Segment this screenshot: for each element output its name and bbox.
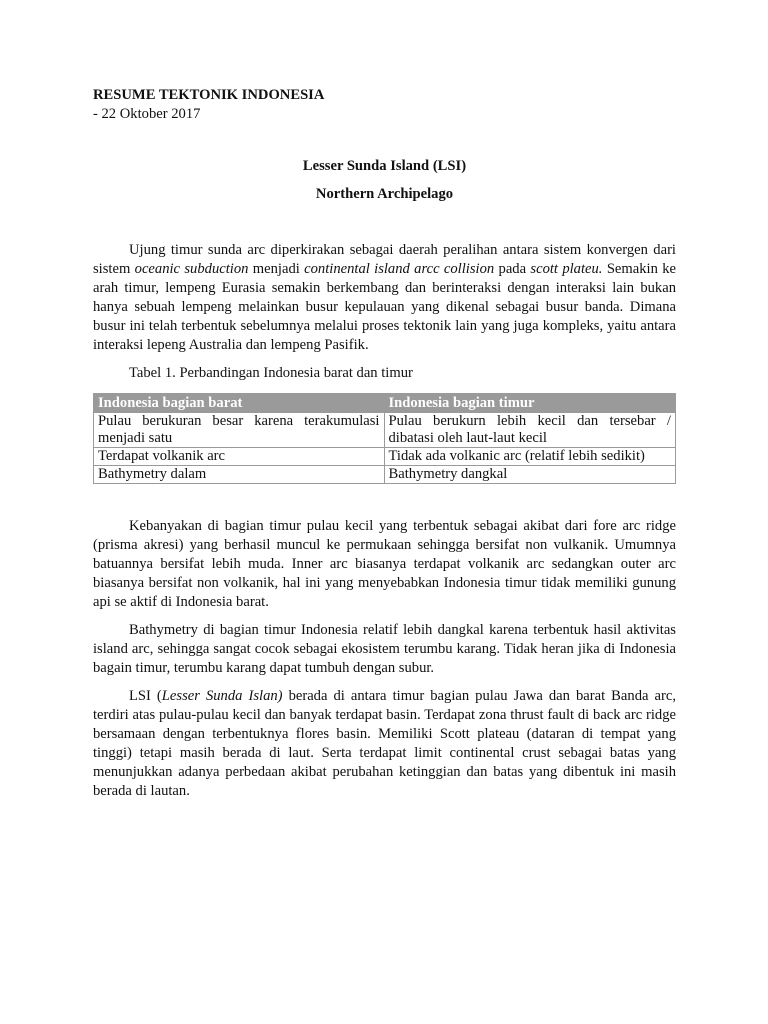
- paragraph-intro-text-2: menjadi: [248, 261, 305, 277]
- table-cell: Bathymetry dangkal: [384, 466, 676, 484]
- table-header-row: [94, 394, 676, 413]
- paragraph-intro-text-3: pada: [494, 261, 531, 277]
- term-lesser-sunda-islan: Lesser Sunda Islan): [161, 688, 283, 704]
- paragraph-lsi: [93, 687, 676, 801]
- paragraph-bathymetry: Bathymetry di bagian timur Indonesia relatif lebih dangkal karena terbentuk hasil aktivitas island arc, sehingga sangat cocok sebagai ekosistem terumbu karang. Tidak heran jika di Indonesia bagain timur, terumbu karang dapat tumbuh dengan subur.: [93, 622, 676, 676]
- column-header-timur: Indonesia bagian timur: [384, 394, 676, 413]
- paragraph-lsi-text-2: berada di antara timur bagian pulau Jawa dan barat Banda arc, terdiri atas pulau-pulau kecil dan banyak terdapat basin. Terdapat zona thrust fault di back arc ridge bersamaan dengan terbentuknya flores basin. Memiliki Scott plateau (dataran di tempat yang tinggi) tetapi masih berada di laut. Serta terdapat limit continental crust sebagai batas yang menunjukkan adanya perbedaan akibat perubahan ketinggian dan batas yang dibentuk ini masih berada di lautan.: [93, 688, 676, 799]
- table-row: [94, 448, 676, 466]
- table-row: [94, 413, 676, 448]
- column-header-barat: Indonesia bagian barat: [94, 394, 385, 413]
- table-caption: Tabel 1. Perbandingan Indonesia barat dan timur: [129, 365, 413, 381]
- table-cell: Tidak ada volkanic arc (relatif lebih sedikit): [384, 448, 676, 466]
- table-cell: Bathymetry dalam: [94, 466, 385, 484]
- paragraph-lsi-text-1: LSI (: [129, 688, 162, 704]
- document-page: [93, 86, 676, 801]
- paragraph-fore-arc: Kebanyakan di bagian timur pulau kecil yang terbentuk sebagai akibat dari fore arc ridge (prisma akresi) yang berhasil muncul ke permukaan sehingga bersifat non vulkanik. Umumnya batuannya bersifat lebih muda. Inner arc biasanya terdapat volkanik arc sedangkan outer arc biasanya bersifat non volkanik, hal ini yang menyebabkan Indonesia timur tidak memiliki gunung api se aktif di Indonesia barat.: [93, 518, 676, 610]
- paragraph-intro-text-4: Semakin ke arah timur, lempeng Eurasia semakin berkembang dan berinteraksi dengan interaksi lain bukan hanya sebuah lempeng melainkan busur kepulauan yang dikenal sebagai busur banda. Dimana busur ini telah terbentuk sebelumnya melalui proses tektonik lain yang juga kompleks, yaitu antara interaksi lepeng Australia dan lempeng Pasifik.: [93, 261, 677, 353]
- section-heading-lsi: Lesser Sunda Island (LSI): [302, 158, 467, 174]
- comparison-table: [93, 393, 676, 484]
- term-continental-island-arc-collision: continental island arcc collision: [304, 261, 495, 277]
- paragraph-intro-text-1: Ujung timur sunda arc diperkirakan sebagai daerah peralihan antara sistem konvergen dari sistem: [93, 242, 676, 277]
- term-scott-plateu: scott plateu.: [530, 261, 603, 277]
- table-cell: Pulau berukuran besar karena terakumulasi menjadi satu: [94, 413, 385, 448]
- table-row: [94, 466, 676, 484]
- term-oceanic-subduction: oceanic subduction: [134, 261, 249, 277]
- table-cell: Pulau berukurn lebih kecil dan tersebar / dibatasi oleh laut-laut kecil: [384, 413, 676, 448]
- document-title: RESUME TEKTONIK INDONESIA: [93, 87, 325, 103]
- table-cell: Terdapat volkanik arc: [94, 448, 385, 466]
- section-subheading-northern-archipelago: Northern Archipelago: [315, 186, 454, 202]
- paragraph-intro: [93, 241, 676, 355]
- document-date: - 22 Oktober 2017: [93, 106, 201, 122]
